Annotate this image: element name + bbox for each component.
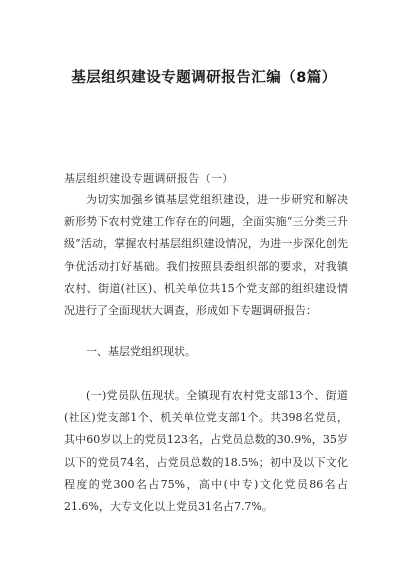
section-title: 基层组织建设专题调研报告（一）: [64, 172, 234, 185]
intro-paragraph: 为切实加强乡镇基层党组织建设，进一步研究和解决新形势下农村党建工作存在的问题，全面实施“三分类三升级”活动，掌握农村基层组织建设情况，为进一步深化创先争优活动打好基础。我们按照县委组织部的要求，对我镇农村、街道(社区)、机关单位共15个党支部的组织建设情况进行了全面现状大调查，形成如下专题调研报告：: [64, 193, 348, 318]
section-heading: 一、基层党组织现状。: [86, 345, 196, 358]
document-title: 基层组织建设专题调研报告汇编（8篇）: [71, 70, 337, 86]
party-member-status-paragraph: (一)党员队伍现状。全镇现有农村党支部13个、街道(社区)党支部1个、机关单位党支部1个。共398名党员，其中60岁以上的党员123名，占党员总数的30.9%，35岁以下的党员74名，占党员总数的18.5%；初中及以下文化程度的党300名占75%，高中(中专)文化党员86名占21.6%，大专文化以上党员31名占7.7%。: [64, 389, 348, 514]
